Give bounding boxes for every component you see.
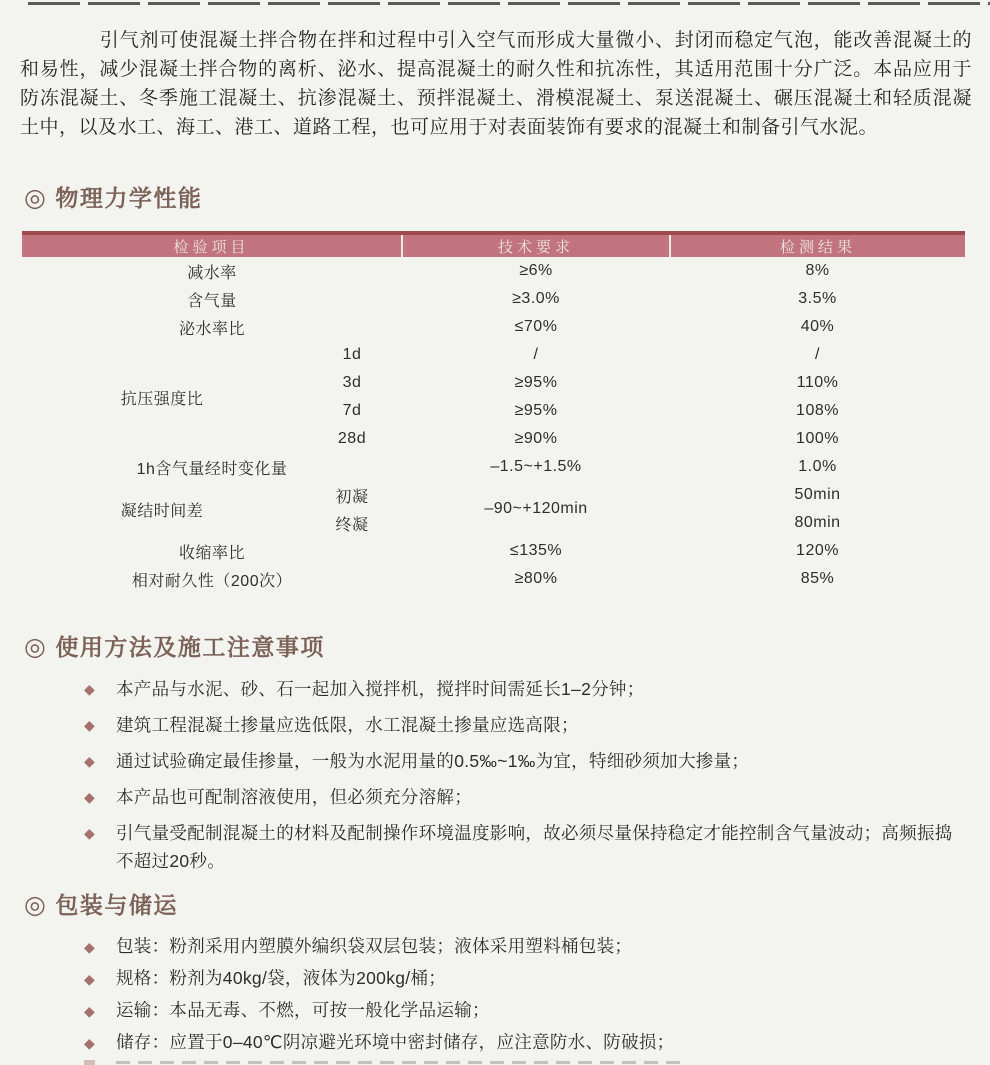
cell-subitem: 7d <box>342 402 362 419</box>
cell-result: 80min <box>794 514 841 531</box>
section-title-text: 物理力学性能 <box>55 185 203 211</box>
diamond-bullet-icon: ◆ <box>84 1003 96 1019</box>
cell-result: / <box>815 346 820 363</box>
diamond-bullet-icon: ◆ <box>84 1035 96 1051</box>
cell-result: 50min <box>794 486 841 503</box>
cell-item: 相对耐久性（200次） <box>131 572 293 590</box>
cell-requirement: ≥80% <box>514 570 558 587</box>
diamond-bullet-icon: ◆ <box>84 825 96 841</box>
cell-item: 收缩率比 <box>179 544 246 562</box>
cell-item: 减水率 <box>187 264 237 282</box>
section-title-usage <box>24 631 990 663</box>
cell-result: 120% <box>796 542 839 559</box>
cell-subitem: 终凝 <box>335 516 369 534</box>
list-item-text: 本产品也可配制溶液使用，但必须充分溶解； <box>116 787 472 807</box>
table-row <box>22 565 965 593</box>
performance-table <box>22 231 965 593</box>
cell-subitem: 初凝 <box>335 488 369 506</box>
diamond-bullet-icon: ◆ <box>84 753 96 769</box>
list-item <box>84 965 965 992</box>
table-row <box>22 313 965 341</box>
clipped-bullet-bottom <box>84 1060 684 1065</box>
cell-result: 40% <box>800 318 835 335</box>
list-item-text: 引气量受配制混凝土的材料及配制操作环境温度影响，故必须尽量保持稳定才能控制含气量波动；高频振捣不超过20秒。 <box>116 823 953 871</box>
clipped-diamond-icon <box>84 1060 95 1065</box>
cell-result: 8% <box>805 262 830 279</box>
list-item-text: 通过试验确定最佳掺量，一般为水泥用量的0.5‰~1‰为宜，特细砂须加大掺量； <box>116 751 750 771</box>
section-marker-icon: ◎ <box>24 633 48 661</box>
cell-requirement: ≥95% <box>514 374 558 391</box>
intro-paragraph: 引气剂可使混凝土拌合物在拌和过程中引入空气而形成大量微小、封闭而稳定气泡，能改善混凝土的和易性，减少混凝土拌合物的离析、泌水、提高混凝土的耐久性和抗冻性，其适用范围十分广泛。本品应用于防冻混凝土、冬季施工混凝土、抗渗混凝土、预拌混凝土、滑模混凝土、泵送混凝土、碾压混凝土和轻质混凝土中，以及水工、海工、港工、道路工程，也可应用于对表面装饰有要求的混凝土和制备引气水泥。 <box>20 30 972 138</box>
section-title-text: 包装与储运 <box>55 892 178 918</box>
cell-requirement: –90~+120min <box>484 500 588 517</box>
col-header-item: 检验项目 <box>22 233 402 257</box>
diamond-bullet-icon: ◆ <box>84 939 96 955</box>
cell-subitem: 1d <box>342 346 362 363</box>
cell-item: 泌水率比 <box>179 320 246 338</box>
cell-item: 抗压强度比 <box>120 390 204 408</box>
clipped-content-top <box>28 2 990 5</box>
list-item <box>84 675 965 703</box>
cell-requirement: –1.5~+1.5% <box>490 458 582 475</box>
cell-item: 1h含气量经时变化量 <box>136 460 288 478</box>
section-marker-icon: ◎ <box>24 184 48 212</box>
col-header-requirement: 技术要求 <box>402 233 670 257</box>
list-item <box>84 711 965 739</box>
table-row <box>22 285 965 313</box>
diamond-bullet-icon: ◆ <box>84 789 96 805</box>
cell-subitem: 28d <box>337 430 367 447</box>
list-item-text: 储存：应置于0–40℃阴凉避光环境中密封储存，应注意防水、防破损； <box>116 1032 675 1052</box>
list-item-text: 运输：本品无毒、不燃，可按一般化学品运输； <box>116 1000 490 1020</box>
cell-item: 凝结时间差 <box>120 502 204 520</box>
list-item <box>84 1029 965 1056</box>
cell-requirement: ≥90% <box>514 430 558 447</box>
cell-result: 85% <box>800 570 835 587</box>
usage-bullet-list <box>0 675 965 875</box>
cell-requirement: ≥95% <box>514 402 558 419</box>
list-item <box>84 783 965 811</box>
cell-subitem: 3d <box>342 374 362 391</box>
list-item <box>84 819 965 875</box>
cell-result: 3.5% <box>798 290 837 307</box>
list-item <box>84 997 965 1024</box>
list-item-text: 包装：粉剂采用内塑膜外编织袋双层包装；液体采用塑料桶包装； <box>116 936 633 956</box>
clipped-text-remnant <box>116 1061 684 1064</box>
list-item-text: 本产品与水泥、砂、石一起加入搅拌机，搅拌时间需延长1–2分钟； <box>116 679 645 699</box>
list-item-text: 建筑工程混凝土掺量应选低限，水工混凝土掺量应选高限； <box>116 715 579 735</box>
cell-requirement: ≥3.0% <box>512 290 560 307</box>
table-row <box>22 481 965 509</box>
section-title-text: 使用方法及施工注意事项 <box>55 634 325 660</box>
section-marker-icon: ◎ <box>24 891 48 919</box>
diamond-bullet-icon: ◆ <box>84 681 96 697</box>
section-title-physical <box>24 182 990 214</box>
cell-result: 110% <box>796 374 839 391</box>
cell-result: 108% <box>796 402 839 419</box>
cell-requirement: ≤135% <box>509 542 563 559</box>
table-row <box>22 341 965 369</box>
table-header-row <box>22 233 965 257</box>
table-row <box>22 453 965 481</box>
cell-requirement: ≥6% <box>519 262 553 279</box>
cell-result: 100% <box>796 430 839 447</box>
cell-item: 含气量 <box>187 292 237 310</box>
list-item-text: 规格：粉剂为40kg/袋，液体为200kg/桶； <box>116 968 447 988</box>
diamond-bullet-icon: ◆ <box>84 971 96 987</box>
cell-requirement: ≤70% <box>514 318 558 335</box>
list-item <box>84 933 965 960</box>
table-row <box>22 537 965 565</box>
list-item <box>84 747 965 775</box>
table-row <box>22 257 965 285</box>
section-title-packaging <box>24 889 990 921</box>
cell-result: 1.0% <box>798 458 837 475</box>
col-header-result: 检测结果 <box>670 233 965 257</box>
cell-requirement: / <box>533 346 539 363</box>
diamond-bullet-icon: ◆ <box>84 717 96 733</box>
packaging-bullet-list <box>0 933 965 1056</box>
